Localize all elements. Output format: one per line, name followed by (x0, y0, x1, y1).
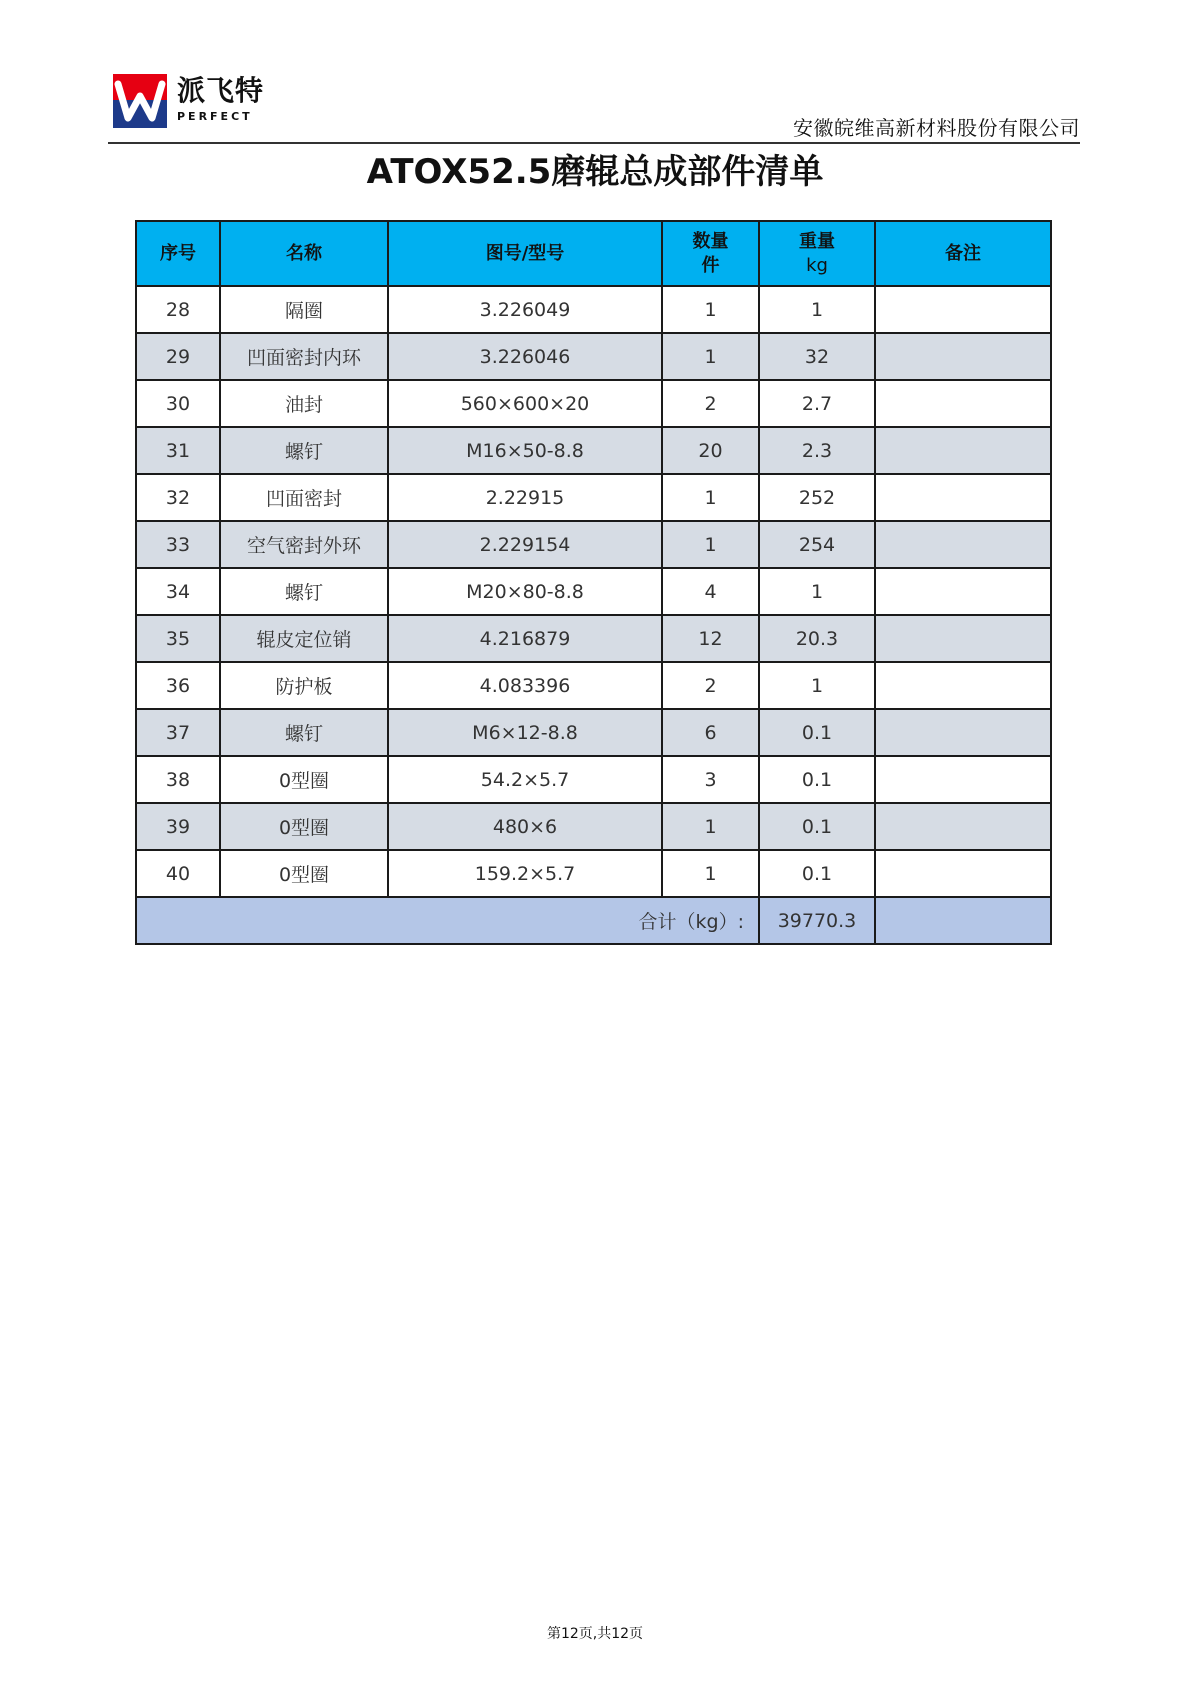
cell-drawing: 2.22915 (388, 474, 662, 521)
cell-remark (875, 380, 1051, 427)
header-weight (759, 221, 875, 286)
header-remark: 备注 (875, 221, 1051, 286)
cell-index: 36 (136, 662, 220, 709)
cell-drawing: M16×50-8.8 (388, 427, 662, 474)
total-remark (875, 897, 1051, 944)
cell-weight: 252 (759, 474, 875, 521)
cell-quantity: 1 (662, 521, 759, 568)
bom-table (135, 220, 1052, 945)
cell-drawing: 4.216879 (388, 615, 662, 662)
table-row (136, 615, 1051, 662)
cell-drawing: 159.2×5.7 (388, 850, 662, 897)
cell-weight: 20.3 (759, 615, 875, 662)
cell-quantity: 3 (662, 756, 759, 803)
cell-remark (875, 803, 1051, 850)
cell-index: 33 (136, 521, 220, 568)
cell-weight: 1 (759, 662, 875, 709)
header-drawing: 图号/型号 (388, 221, 662, 286)
cell-remark (875, 474, 1051, 521)
cell-drawing: 54.2×5.7 (388, 756, 662, 803)
cell-remark (875, 427, 1051, 474)
cell-weight: 1 (759, 568, 875, 615)
cell-drawing: 3.226046 (388, 333, 662, 380)
total-weight-value: 39770.3 (759, 897, 875, 944)
cell-remark (875, 568, 1051, 615)
cell-index: 40 (136, 850, 220, 897)
cell-quantity: 1 (662, 803, 759, 850)
header-quantity (662, 221, 759, 286)
table-row (136, 380, 1051, 427)
cell-quantity: 4 (662, 568, 759, 615)
cell-index: 35 (136, 615, 220, 662)
cell-quantity: 20 (662, 427, 759, 474)
cell-weight: 0.1 (759, 709, 875, 756)
table-row (136, 662, 1051, 709)
cell-index: 34 (136, 568, 220, 615)
cell-weight: 0.1 (759, 756, 875, 803)
cell-drawing: M6×12-8.8 (388, 709, 662, 756)
cell-index: 32 (136, 474, 220, 521)
company-name: 安徽皖维高新材料股份有限公司 (793, 116, 1080, 140)
header-index: 序号 (136, 221, 220, 286)
table-row (136, 850, 1051, 897)
cell-quantity: 1 (662, 333, 759, 380)
cell-name: 0型圈 (220, 803, 388, 850)
cell-drawing: 2.229154 (388, 521, 662, 568)
company-logo (113, 74, 273, 132)
cell-remark (875, 756, 1051, 803)
table-row (136, 756, 1051, 803)
perfect-logo-icon (113, 74, 167, 128)
cell-quantity: 2 (662, 662, 759, 709)
cell-quantity: 6 (662, 709, 759, 756)
header-quantity-unit: 件 (701, 254, 720, 276)
cell-remark (875, 850, 1051, 897)
cell-remark (875, 662, 1051, 709)
cell-quantity: 1 (662, 286, 759, 333)
cell-weight: 2.3 (759, 427, 875, 474)
header-name: 名称 (220, 221, 388, 286)
cell-index: 29 (136, 333, 220, 380)
document-title: ATOX52.5磨辊总成部件清单 (366, 152, 824, 192)
cell-name: 油封 (220, 380, 388, 427)
cell-name: 螺钉 (220, 709, 388, 756)
cell-name: 辊皮定位销 (220, 615, 388, 662)
total-row (136, 897, 1051, 944)
cell-remark (875, 615, 1051, 662)
cell-name: 空气密封外环 (220, 521, 388, 568)
page-number: 第12页,共12页 (546, 1626, 644, 1642)
cell-quantity: 1 (662, 850, 759, 897)
cell-remark (875, 286, 1051, 333)
cell-name: 凹面密封 (220, 474, 388, 521)
cell-weight: 32 (759, 333, 875, 380)
table-row (136, 709, 1051, 756)
cell-drawing: 4.083396 (388, 662, 662, 709)
cell-quantity: 1 (662, 474, 759, 521)
cell-name: 螺钉 (220, 568, 388, 615)
cell-weight: 0.1 (759, 803, 875, 850)
logo-english-text: PERFECT (177, 110, 253, 123)
header-weight-label: 重量 (799, 230, 835, 252)
cell-weight: 0.1 (759, 850, 875, 897)
cell-weight: 1 (759, 286, 875, 333)
cell-remark (875, 709, 1051, 756)
cell-index: 31 (136, 427, 220, 474)
cell-quantity: 2 (662, 380, 759, 427)
header-divider (108, 142, 1080, 144)
cell-name: 0型圈 (220, 850, 388, 897)
cell-weight: 254 (759, 521, 875, 568)
table-row (136, 286, 1051, 333)
cell-name: 螺钉 (220, 427, 388, 474)
cell-index: 38 (136, 756, 220, 803)
cell-index: 28 (136, 286, 220, 333)
cell-quantity: 12 (662, 615, 759, 662)
cell-index: 37 (136, 709, 220, 756)
cell-drawing: 560×600×20 (388, 380, 662, 427)
cell-name: 防护板 (220, 662, 388, 709)
cell-drawing: 3.226049 (388, 286, 662, 333)
table-row (136, 803, 1051, 850)
table-row (136, 427, 1051, 474)
cell-remark (875, 333, 1051, 380)
cell-name: 隔圈 (220, 286, 388, 333)
table-header-row (136, 221, 1051, 286)
header-weight-unit: kg (806, 254, 828, 276)
cell-drawing: 480×6 (388, 803, 662, 850)
table-row (136, 333, 1051, 380)
cell-index: 39 (136, 803, 220, 850)
cell-drawing: M20×80-8.8 (388, 568, 662, 615)
cell-remark (875, 521, 1051, 568)
cell-index: 30 (136, 380, 220, 427)
cell-weight: 2.7 (759, 380, 875, 427)
cell-name: 0型圈 (220, 756, 388, 803)
table-row (136, 521, 1051, 568)
total-label: 合计（kg）: (136, 897, 759, 944)
header-quantity-label: 数量 (692, 230, 729, 252)
logo-chinese-text: 派飞特 (177, 74, 265, 107)
table-row (136, 568, 1051, 615)
table-row (136, 474, 1051, 521)
cell-name: 凹面密封内环 (220, 333, 388, 380)
